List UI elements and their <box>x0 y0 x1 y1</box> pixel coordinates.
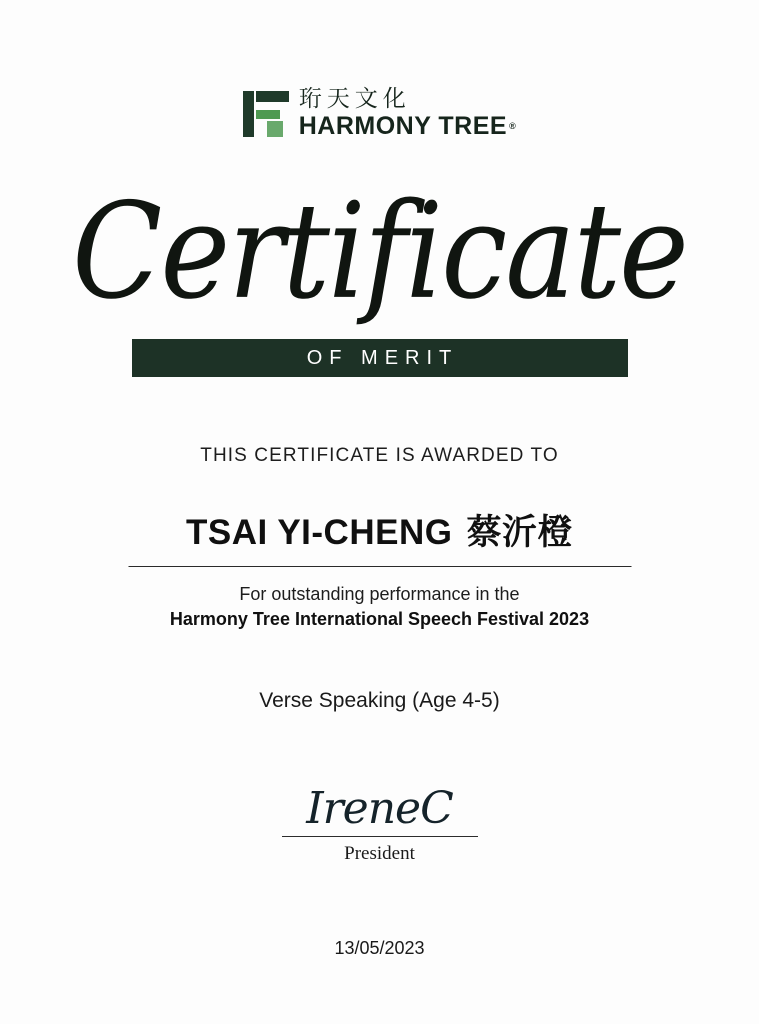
certificate-subtitle: OF MERIT <box>306 346 459 369</box>
trademark-symbol: ® <box>509 121 517 131</box>
recipient-latin-name: TSAI YI-CHENG <box>186 513 453 552</box>
signature-mark: IreneC <box>306 783 453 834</box>
certificate-title: Certificate <box>72 173 687 329</box>
description-line-1: For outstanding performance in the <box>239 584 520 604</box>
recipient-underline <box>128 566 631 567</box>
awarded-to-line: THIS CERTIFICATE IS AWARDED TO <box>200 445 559 466</box>
recipient-cjk-name: 蔡沂橙 <box>466 513 573 553</box>
harmony-tree-logo-icon <box>243 91 289 137</box>
brand-english-name <box>299 114 516 139</box>
brand-logo <box>0 88 759 139</box>
signature-underline <box>282 836 478 837</box>
signatory-title: President <box>344 843 415 864</box>
logo-inner <box>243 88 516 139</box>
subtitle-banner <box>132 339 628 377</box>
description-line-2: Harmony Tree International Speech Festival 2023 <box>169 609 590 629</box>
issue-date: 13/05/2023 <box>334 938 425 958</box>
category-line: Verse Speaking (Age 4-5) <box>259 689 500 712</box>
logo-text <box>299 88 516 139</box>
recipient-name <box>130 505 630 555</box>
brand-chinese-name: 珩天文化 <box>298 86 411 112</box>
brand-english-label: HARMONY TREE <box>298 112 508 140</box>
recipient-block <box>130 505 630 555</box>
